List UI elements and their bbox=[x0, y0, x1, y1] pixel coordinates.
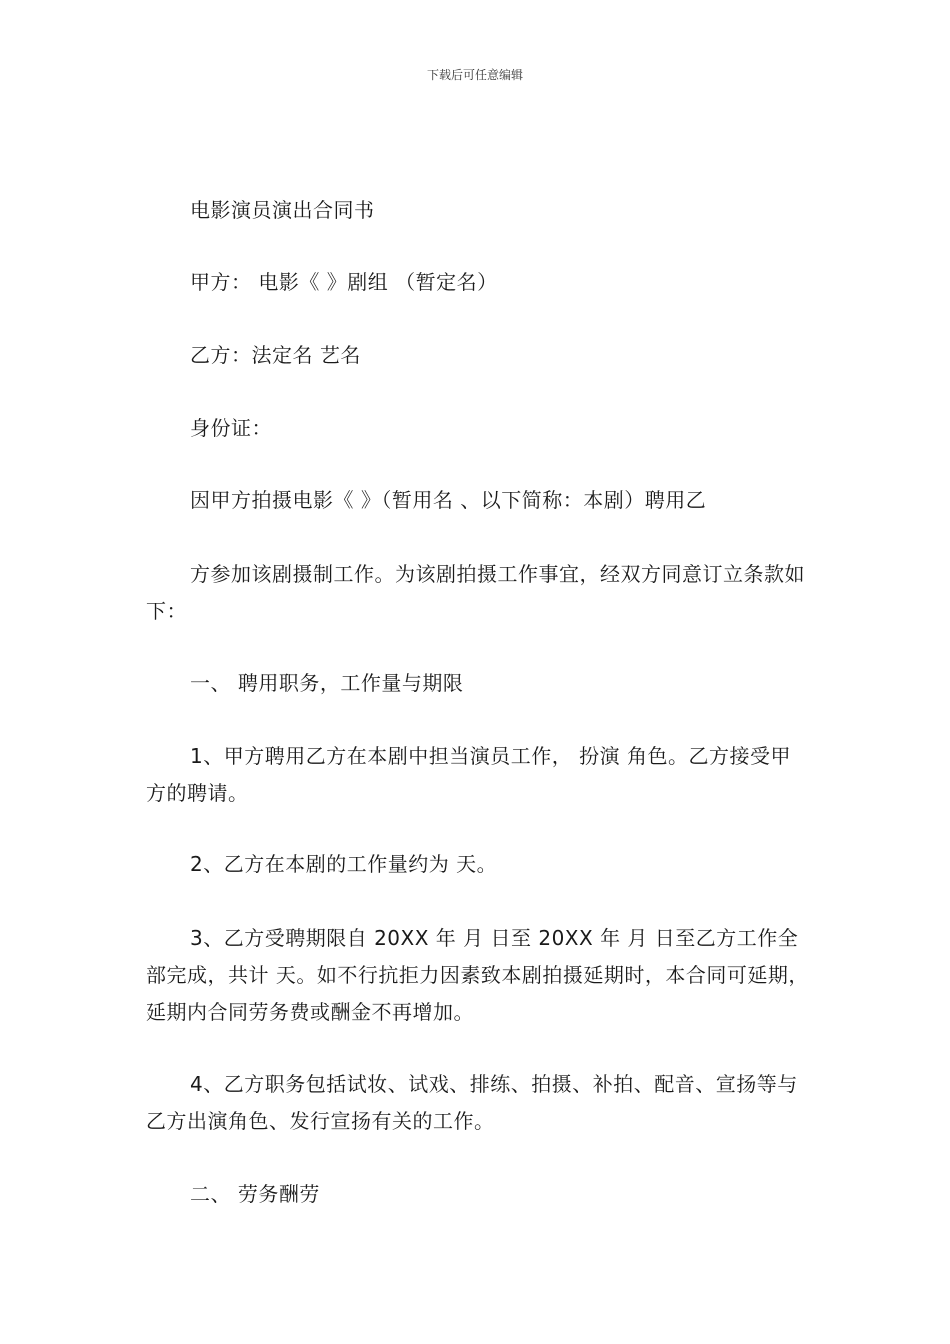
party-a-line: 甲方： 电影《 》剧组 （暂定名） bbox=[190, 270, 498, 294]
intro-paragraph-1: 因甲方拍摄电影《 》（暂用名 、以下简称：本剧）聘用乙 bbox=[190, 488, 707, 512]
party-b-line: 乙方：法定名 艺名 bbox=[190, 343, 361, 367]
clause-2: 2、乙方在本剧的工作量约为 天。 bbox=[190, 852, 498, 876]
header-note: 下载后可任意编辑 bbox=[426, 68, 523, 82]
section-heading-2: 二、 劳务酬劳 bbox=[190, 1182, 320, 1206]
clause-4: 4、乙方职务包括试妆、试戏、排练、拍摄、补拍、配音、宣扬等与乙方出演角色、发行宣扬有关的工作。 bbox=[146, 1072, 798, 1133]
intro-paragraph-2: 方参加该剧摄制工作。为该剧拍摄工作事宜，经双方同意订立条款如下： bbox=[146, 562, 805, 623]
id-card-line: 身份证： bbox=[190, 416, 272, 440]
clause-1: 1、甲方聘用乙方在本剧中担当演员工作， 扮演 角色。乙方接受甲方的聘请。 bbox=[146, 744, 791, 805]
document-title: 电影演员演出合同书 bbox=[190, 198, 375, 222]
section-heading-1: 一、 聘用职务，工作量与期限 bbox=[190, 671, 464, 695]
clause-3: 3、乙方受聘期限自 20XX 年 月 日至 20XX 年 月 日至乙方工作全部完成，共计 天。如不行抗拒力因素致本剧拍摄延期时，本合同可延期，延期内合同劳务费或酬金不再增加。 bbox=[146, 926, 809, 1024]
